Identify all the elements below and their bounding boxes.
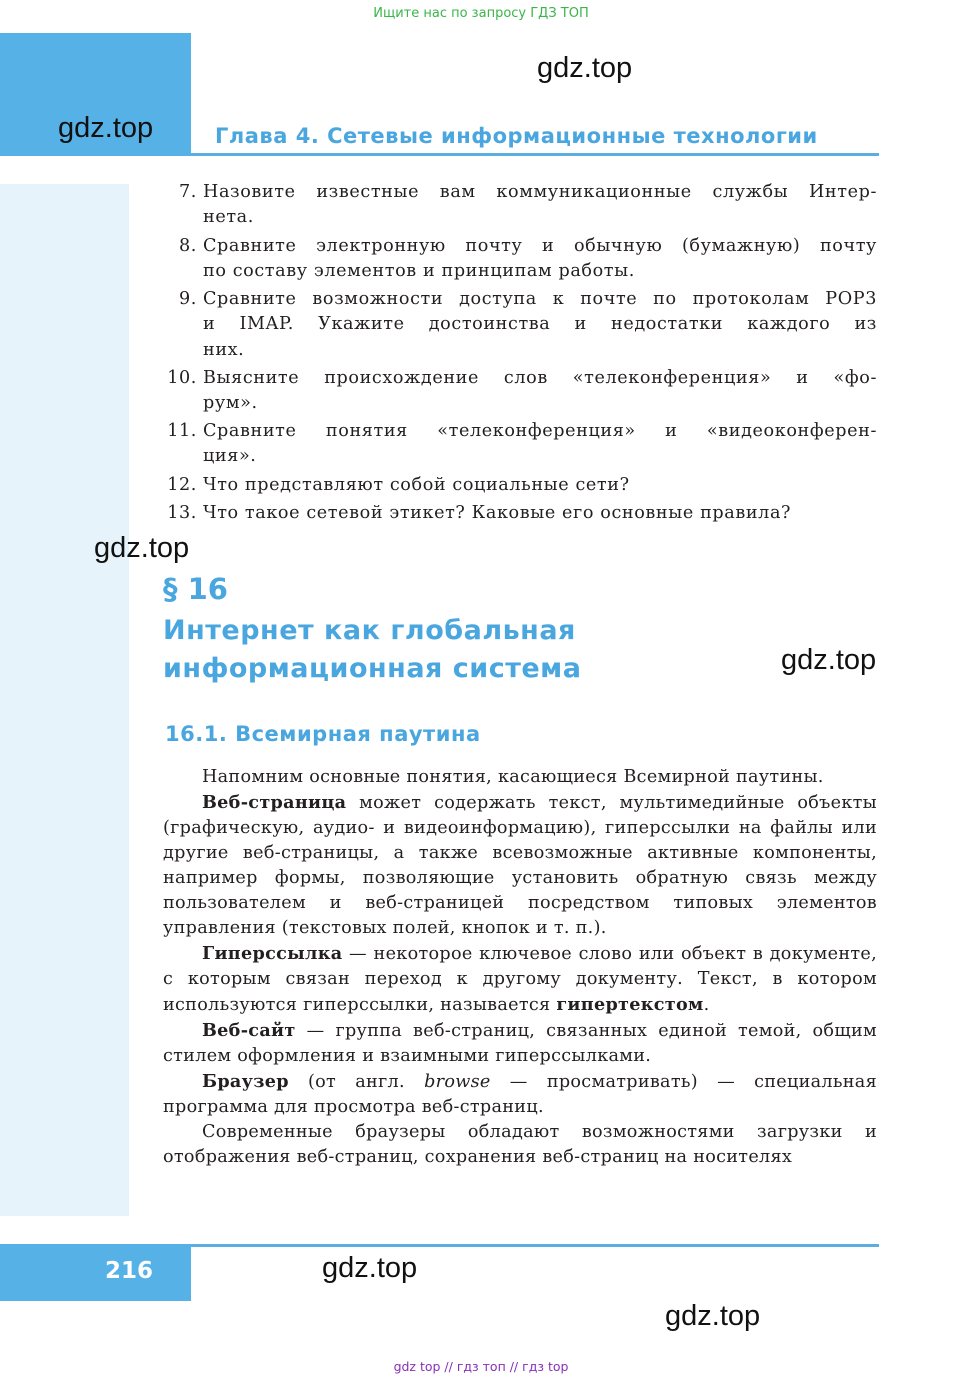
chapter-title: Глава 4. Сетевые информационные технологии (215, 124, 818, 148)
term: Веб-страница (202, 792, 347, 813)
watermark: gdz.top (94, 532, 190, 564)
subsection-title: 16.1. Всемирная паутина (165, 722, 481, 746)
paragraph: Браузер (от англ. browse — просматривать) — специальная программа для просмотра веб-страниц. (163, 1071, 877, 1117)
watermark: gdz.top (322, 1252, 418, 1284)
question-number: 8. (179, 236, 197, 256)
question-number: 13. (167, 503, 197, 523)
question-text: Сравните возможности доступа к почте по протоколам POP3 и IMAP. Укажите достоинства и недостатки каждого из них. (203, 289, 877, 360)
paragraph: Напомним основные понятия, касающиеся Всемирной паутины. (202, 767, 824, 787)
term: Гиперссылка (202, 943, 343, 964)
question-item (155, 366, 877, 418)
italic-word: browse (424, 1072, 491, 1092)
question-text: Что такое сетевой этикет? Каковые его основные правила? (203, 503, 792, 523)
question-text: Что представляют собой социальные сети? (203, 475, 630, 495)
question-text: Назовите известные вам коммуникационные службы Интер- нета. (203, 182, 877, 228)
question-item (155, 473, 877, 499)
term: Веб-сайт (202, 1020, 296, 1041)
watermark: gdz.top (665, 1300, 761, 1332)
question-number: 9. (179, 289, 197, 309)
question-item (155, 419, 877, 471)
page-number: 216 (104, 1258, 153, 1284)
question-number: 7. (179, 182, 197, 202)
watermark: gdz.top (781, 644, 877, 676)
chapter-header-rule (191, 153, 879, 156)
body-text (163, 765, 877, 1170)
question-item (155, 234, 877, 286)
question-item (155, 287, 877, 365)
term: Браузер (202, 1071, 289, 1092)
bottom-banner[interactable]: gdz top // гдз топ // гдз top (393, 1359, 569, 1374)
section-number: § 16 (163, 572, 228, 606)
paragraph: Веб-сайт — группа веб-страниц, связанных единой темой, общим стилем оформления и взаимными гиперссылками. (163, 1020, 877, 1066)
footer-rule (191, 1244, 879, 1247)
question-text: Выясните происхождение слов «телеконференция» и «фо- рум». (203, 368, 877, 414)
question-number: 10. (167, 368, 197, 388)
question-item (155, 501, 877, 527)
paragraph: Веб-страница может содержать текст, мультимедийные объекты (графическую, аудио- и видеоинформацию), гиперссылки на файлы или другие веб-страницы, а также всевозможные активные компоненты, например формы, позволяющие установить обратную связь между пользователем и веб-страницей посредством типовых элементов управления (текстовых полей, кнопок и т. п.). (163, 792, 877, 938)
question-text: Сравните электронную почту и обычную (бумажную) почту по составу элементов и принципам работы. (203, 236, 877, 282)
question-item (155, 180, 877, 232)
term: гипертекстом (556, 994, 704, 1015)
section-title: Интернет как глобальная информационная система (163, 615, 582, 684)
question-text: Сравните понятия «телеконференция» и «видеоконферен- ция». (203, 421, 877, 467)
question-number: 12. (167, 475, 197, 495)
paragraph: Современные браузеры обладают возможностями загрузки и отображения веб-страниц, сохранения веб-страниц на носителях (163, 1122, 877, 1167)
top-banner[interactable]: Ищите нас по запросу ГДЗ ТОП (373, 6, 589, 21)
paragraph: Гиперссылка — некоторое ключевое слово или объект в документе, с которым связан переход к другому документу. Текст, в котором используются гиперссылки, называется гипертекстом. (163, 943, 877, 1015)
left-margin-bar (0, 184, 129, 1216)
watermark: gdz.top (537, 52, 633, 84)
question-number: 11. (167, 421, 197, 441)
watermark: gdz.top (58, 112, 154, 144)
